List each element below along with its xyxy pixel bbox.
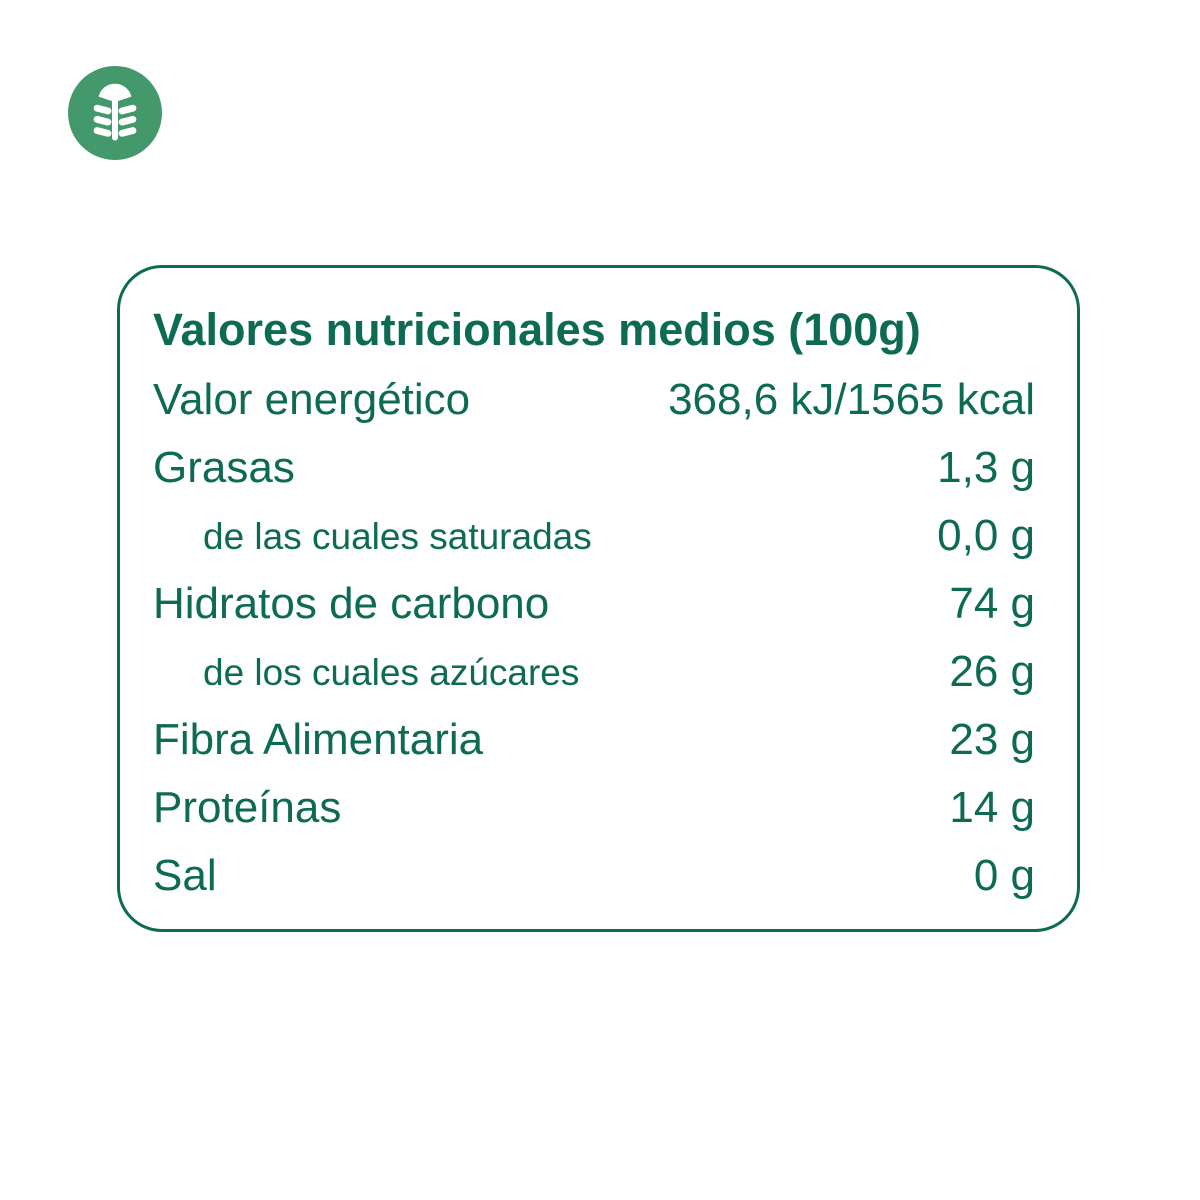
row-label: Sal bbox=[153, 851, 217, 900]
row-value: 0 g bbox=[973, 851, 1035, 900]
row-label: de las cuales saturadas bbox=[203, 515, 592, 557]
nutrition-row-protein bbox=[153, 774, 1035, 842]
nutrition-row-sugars bbox=[153, 638, 1035, 706]
nutrition-row-energy bbox=[153, 366, 1035, 434]
row-label: Hidratos de carbono bbox=[153, 579, 550, 628]
row-value: 74 g bbox=[949, 579, 1035, 628]
nutrition-row-salt bbox=[153, 842, 1035, 910]
row-value: 14 g bbox=[949, 783, 1035, 832]
row-label: Grasas bbox=[153, 443, 295, 492]
nutrition-row-carbohydrates bbox=[153, 570, 1035, 638]
row-value: 23 g bbox=[949, 715, 1035, 764]
nutrition-title-text: Valores nutricionales medios (100g) bbox=[153, 303, 921, 355]
row-value: 368,6 kJ/1565 kcal bbox=[668, 375, 1035, 424]
row-value: 26 g bbox=[949, 647, 1035, 696]
row-value: 0,0 g bbox=[937, 511, 1035, 560]
brand-badge bbox=[68, 66, 162, 160]
nutrition-facts-card bbox=[117, 265, 1080, 932]
row-label: Fibra Alimentaria bbox=[153, 715, 484, 764]
row-label: Valor energético bbox=[153, 375, 471, 424]
nutrition-row-fat bbox=[153, 434, 1035, 502]
wheat-icon bbox=[89, 82, 141, 144]
nutrition-row-saturated-fat bbox=[153, 502, 1035, 570]
row-label: de los cuales azúcares bbox=[203, 651, 580, 693]
nutrition-row-fiber bbox=[153, 706, 1035, 774]
row-value: 1,3 g bbox=[937, 443, 1035, 492]
row-label: Proteínas bbox=[153, 783, 342, 832]
nutrition-title bbox=[153, 292, 1035, 366]
